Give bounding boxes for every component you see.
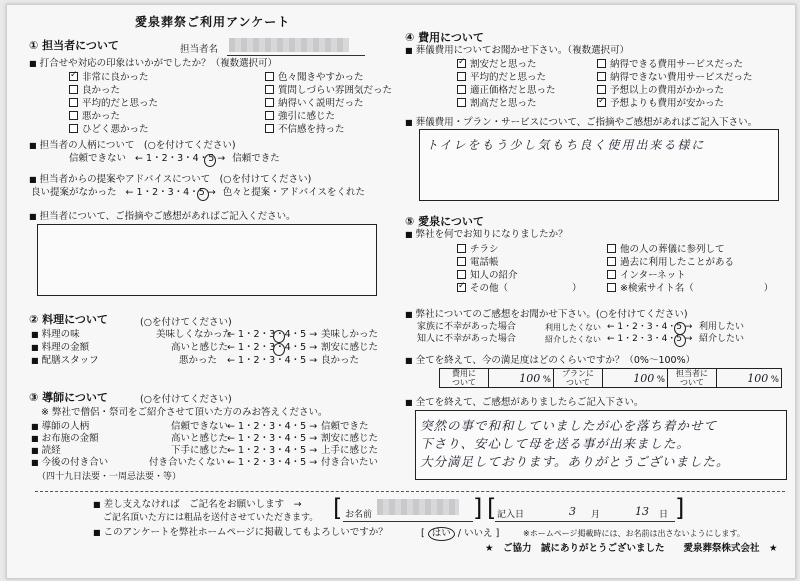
checkbox[interactable]: [265, 98, 274, 107]
thanks-line: ★ ご協力 誠にありがとうございました 愛泉葬祭株式会社 ★: [485, 543, 778, 554]
s2-heading: ② 料理について: [29, 313, 108, 326]
s1-opt-8[interactable]: 強引に感じた: [265, 110, 392, 123]
bracket-open: [: [333, 494, 343, 522]
circled-rating-mark: [674, 334, 686, 347]
s4-q1: ■ 葬儀費用についてお聞かせ下さい。（複数選択可）: [405, 45, 630, 56]
rating-scale[interactable]: ← 1・2・3・4・5 →: [227, 355, 318, 366]
pct-label: 担当者に ついて: [668, 369, 717, 388]
s3-note: (○を付けてください): [140, 394, 232, 405]
checkbox[interactable]: [597, 59, 606, 68]
s5-options-right: [607, 243, 773, 295]
bracket-close: ]: [473, 494, 483, 522]
date-label: 記入日: [497, 510, 525, 520]
checkbox[interactable]: [265, 72, 274, 81]
s5-opt-5[interactable]: 過去に利用したことがある: [607, 256, 773, 269]
s5-q1: ■ 弊社を何でお知りになりましたか？: [405, 229, 568, 240]
s5-heading: ⑤ 愛泉について: [405, 215, 484, 228]
yes-option-circled[interactable]: はい: [428, 527, 455, 541]
checkbox[interactable]: [607, 244, 616, 253]
checkbox[interactable]: [265, 124, 274, 133]
scale-left-label: 信頼できない: [69, 153, 127, 164]
s4-opt-3[interactable]: 割高だと思った: [457, 97, 556, 110]
checkbox[interactable]: [607, 283, 616, 292]
s1-opt-6[interactable]: 質問しづらい雰囲気だった: [265, 84, 392, 97]
s5-row[interactable]: 知人に不幸があった場合 紹介したくない ← 1・2・3・4・5 → 紹介したい: [417, 334, 745, 344]
publish-consent: [ はい / いいえ ]: [421, 528, 500, 539]
s5-q4: ■ 全てを終えて、ご感想がありましたらご記入下さい。: [405, 397, 644, 408]
s4-opt-2[interactable]: 適正価格だと思った: [457, 84, 556, 97]
s4-q2: ■ 葬儀費用・プラン・サービスについて、ご指摘やご感想があればご記入下さい。: [405, 117, 758, 128]
checkbox[interactable]: [69, 85, 78, 94]
s1-q2: ■ 担当者の人柄について (○を付けてください): [29, 140, 236, 151]
checkbox[interactable]: [265, 85, 274, 94]
circled-rating-mark: [273, 330, 285, 343]
checkbox[interactable]: [69, 111, 78, 120]
s2-row[interactable]: ■ 料理の味 美味しくなかった ← 1・2・3・4・5 → 美味しかった: [31, 329, 379, 340]
final-comment-handwriting: 突然の事で和和していましたが心を落ち着かせて 下さり、安心して母を送る事が出来ました。 大分満足しております。ありがとうございました。: [420, 418, 730, 469]
checkbox[interactable]: [457, 72, 466, 81]
s5-opt-0[interactable]: チラシ: [457, 243, 582, 256]
s5-q3: ■ 全てを終えて、今の満足度はどのくらいですか？（0%～100%）: [405, 355, 696, 366]
checkbox[interactable]: [457, 98, 466, 107]
staff-name-redacted: [229, 38, 349, 52]
s5-opt-1[interactable]: 電話帳: [457, 256, 582, 269]
s4-opt-0[interactable]: ✓割安だと思った: [457, 58, 556, 71]
checkbox[interactable]: [457, 85, 466, 94]
s4-opt-1[interactable]: 平均的だと思った: [457, 71, 556, 84]
month-unit: 月: [591, 510, 601, 520]
month-value[interactable]: 3: [569, 505, 576, 518]
s4-opt-5[interactable]: 納得できない費用サービスだった: [597, 71, 753, 84]
s1-heading: ① 担当者について: [29, 39, 119, 52]
rating-scale[interactable]: ← 1・2・3・4・5 →: [125, 187, 216, 198]
s3-heading: ③ 導師について: [29, 391, 108, 404]
s1-opt-0[interactable]: ✓非常に良かった: [69, 71, 158, 84]
staff-name-underline: [227, 55, 365, 56]
staff-comment-box[interactable]: [37, 224, 377, 296]
s1-q4: ■ 担当者について、ご指摘やご感想があればご記入ください。: [29, 211, 296, 222]
respondent-name-redacted: [377, 499, 459, 515]
s1-q1: ■ 打合せや対応の印象はいかがでしたか？（複数選択可）: [29, 58, 278, 69]
s2-row[interactable]: ■ 配膳スタッフ 悪かった ← 1・2・3・4・5 → 良かった: [31, 355, 360, 366]
s5-row[interactable]: 家族に不幸があった場合 利用したくない ← 1・2・3・4・5 → 利用したい: [417, 322, 745, 332]
checkbox-checked[interactable]: [457, 283, 466, 292]
cost-comment-handwriting: トイレをもう少し気もち良く使用出来る様に: [426, 138, 706, 152]
checkbox[interactable]: [457, 244, 466, 253]
s2-rows: [31, 329, 381, 368]
s5-opt-2[interactable]: 知人の紹介: [457, 269, 582, 282]
s3-row[interactable]: ■ 導師の人柄 信頼できない ← 1・2・3・4・5 → 信頼できた: [31, 421, 369, 432]
s1-opt-9[interactable]: 不信感を持った: [265, 123, 392, 136]
no-option[interactable]: いいえ: [464, 528, 493, 539]
cost-comment-box[interactable]: [419, 129, 779, 201]
checkbox[interactable]: [69, 98, 78, 107]
s1-q2-scale-row[interactable]: [69, 153, 280, 165]
checkbox-checked[interactable]: [597, 98, 606, 107]
rating-scale[interactable]: ← 1・2・3・4・5 →: [607, 322, 693, 332]
rating-scale[interactable]: ← 1・2・3・4・5 →: [227, 457, 318, 468]
footer-divider: [35, 491, 785, 492]
footer-q1-sub: ご記名頂いた方には粗品を送付させていただきます。: [103, 513, 319, 523]
bracket-open: [: [487, 494, 497, 522]
s1-opt-1[interactable]: 良かった: [69, 84, 158, 97]
pct-label: プランに ついて: [554, 369, 603, 388]
scale-right-label: 信頼できた: [232, 153, 280, 164]
s5-opt-4[interactable]: 他の人の葬儀に参列して: [607, 243, 773, 256]
rating-scale[interactable]: ← 1・2・3・4・5 →: [227, 433, 318, 444]
s5-q2: ■ 弊社についてのご感想をお聞かせ下さい。(○を付けてください): [405, 309, 688, 320]
s3-sub: ※ 弊社で僧侶・祭司をご紹介させて頂いた方のみお答えください。: [41, 407, 328, 418]
bracket-close: ]: [675, 494, 685, 522]
s5-opt-7[interactable]: ※検索サイト名（ ）: [607, 282, 773, 295]
checkbox[interactable]: [597, 72, 606, 81]
checkbox[interactable]: [607, 257, 616, 266]
rating-scale[interactable]: ← 1・2・3・4・5 →: [227, 342, 318, 353]
checkbox[interactable]: [457, 270, 466, 279]
satisfaction-table: [439, 368, 782, 388]
pct-label: 費用に ついて: [440, 369, 489, 388]
circled-rating-mark: [273, 343, 285, 356]
s4-opt-6[interactable]: 予想以上の費用がかかった: [597, 84, 753, 97]
s1-options-left: [69, 71, 158, 136]
s4-options-left: [457, 58, 556, 110]
s1-opt-5[interactable]: 色々聞きやすかった: [265, 71, 392, 84]
s5-rows: [417, 322, 777, 346]
s4-opt-4[interactable]: 納得できる費用サービスだった: [597, 58, 753, 71]
s3-footnote: （四十九日法要・一周忌法要・等）: [37, 472, 182, 482]
name-underline: [343, 521, 473, 522]
day-unit: 日: [659, 510, 669, 520]
final-comment-box[interactable]: [415, 410, 787, 480]
checkbox-checked[interactable]: [69, 72, 78, 81]
circled-rating-mark: [197, 188, 209, 201]
rating-scale[interactable]: ← 1・2・3・4・5 →: [135, 153, 226, 164]
footer-q1: ■ 差し支えなければ ご記名をお願いします →: [93, 499, 302, 510]
s5-opt-6[interactable]: インターネット: [607, 269, 773, 282]
pct-value-cell[interactable]: 100 %: [489, 369, 554, 388]
pct-value-cell[interactable]: 100 %: [603, 369, 668, 388]
name-label: お名前: [345, 510, 373, 520]
s1-opt-4[interactable]: ひどく悪かった: [69, 123, 158, 136]
checkbox[interactable]: [265, 111, 274, 120]
scale-left-label: 良い提案がなかった: [31, 187, 117, 198]
s5-opt-3[interactable]: ✓その他（ ）: [457, 282, 582, 295]
checkbox[interactable]: [597, 85, 606, 94]
s4-opt-7[interactable]: ✓予想よりも費用が安かった: [597, 97, 753, 110]
checkbox[interactable]: [607, 270, 616, 279]
s3-row[interactable]: ■ 読経 下手に感じた ← 1・2・3・4・5 → 上手に感じた: [31, 445, 379, 456]
checkbox[interactable]: [69, 124, 78, 133]
s1-q3: ■ 担当者からの提案やアドバイスについて (○を付けてください): [29, 174, 312, 185]
s1-opt-2[interactable]: 平均的だと思った: [69, 97, 158, 110]
pct-value-cell[interactable]: 100 %: [717, 369, 782, 388]
s3-row[interactable]: ■ 今後の付き合い 付き合いたくない ← 1・2・3・4・5 → 付き合いたい: [31, 457, 379, 468]
footer-q2: ■ このアンケートを弊社ホームページに掲載してもよろしいですか？: [93, 527, 388, 538]
s2-row[interactable]: ■ 料理の金額 高いと感じた ← 1・2・3・4・5 → 割安に感じた: [31, 342, 379, 353]
s4-heading: ④ 費用について: [405, 31, 484, 44]
s3-row[interactable]: ■ お布施の金額 高いと感じた ← 1・2・3・4・5 → 割安に感じた: [31, 433, 379, 444]
s1-name-label: 担当者名: [180, 44, 219, 55]
rating-scale[interactable]: ← 1・2・3・4・5 →: [607, 334, 693, 344]
checkbox[interactable]: [457, 257, 466, 266]
s1-opt-3[interactable]: 悪かった: [69, 110, 158, 123]
date-underline: [495, 521, 675, 522]
scale-right-label: 色々と提案・アドバイスをくれた: [222, 187, 365, 198]
rating-scale[interactable]: ← 1・2・3・4・5 →: [227, 445, 318, 456]
form-title: 愛泉葬祭ご利用アンケート: [135, 15, 291, 29]
publish-note: ※ホームページ掲載時には、お名前は出さないようにします。: [523, 529, 745, 538]
s1-opt-7[interactable]: 納得いく説明だった: [265, 97, 392, 110]
rating-scale[interactable]: ← 1・2・3・4・5 →: [227, 329, 318, 340]
s5-options-left: [457, 243, 582, 295]
s2-note: (○を付けてください): [140, 317, 232, 328]
day-value[interactable]: 13: [635, 505, 649, 518]
s1-options-right: [265, 71, 392, 136]
s3-rows: [31, 421, 391, 469]
checkbox-checked[interactable]: [457, 59, 466, 68]
circled-rating-mark: [204, 154, 216, 167]
s4-options-right: [597, 58, 753, 110]
questionnaire-sheet: [6, 4, 796, 579]
rating-scale[interactable]: ← 1・2・3・4・5 →: [227, 421, 318, 432]
